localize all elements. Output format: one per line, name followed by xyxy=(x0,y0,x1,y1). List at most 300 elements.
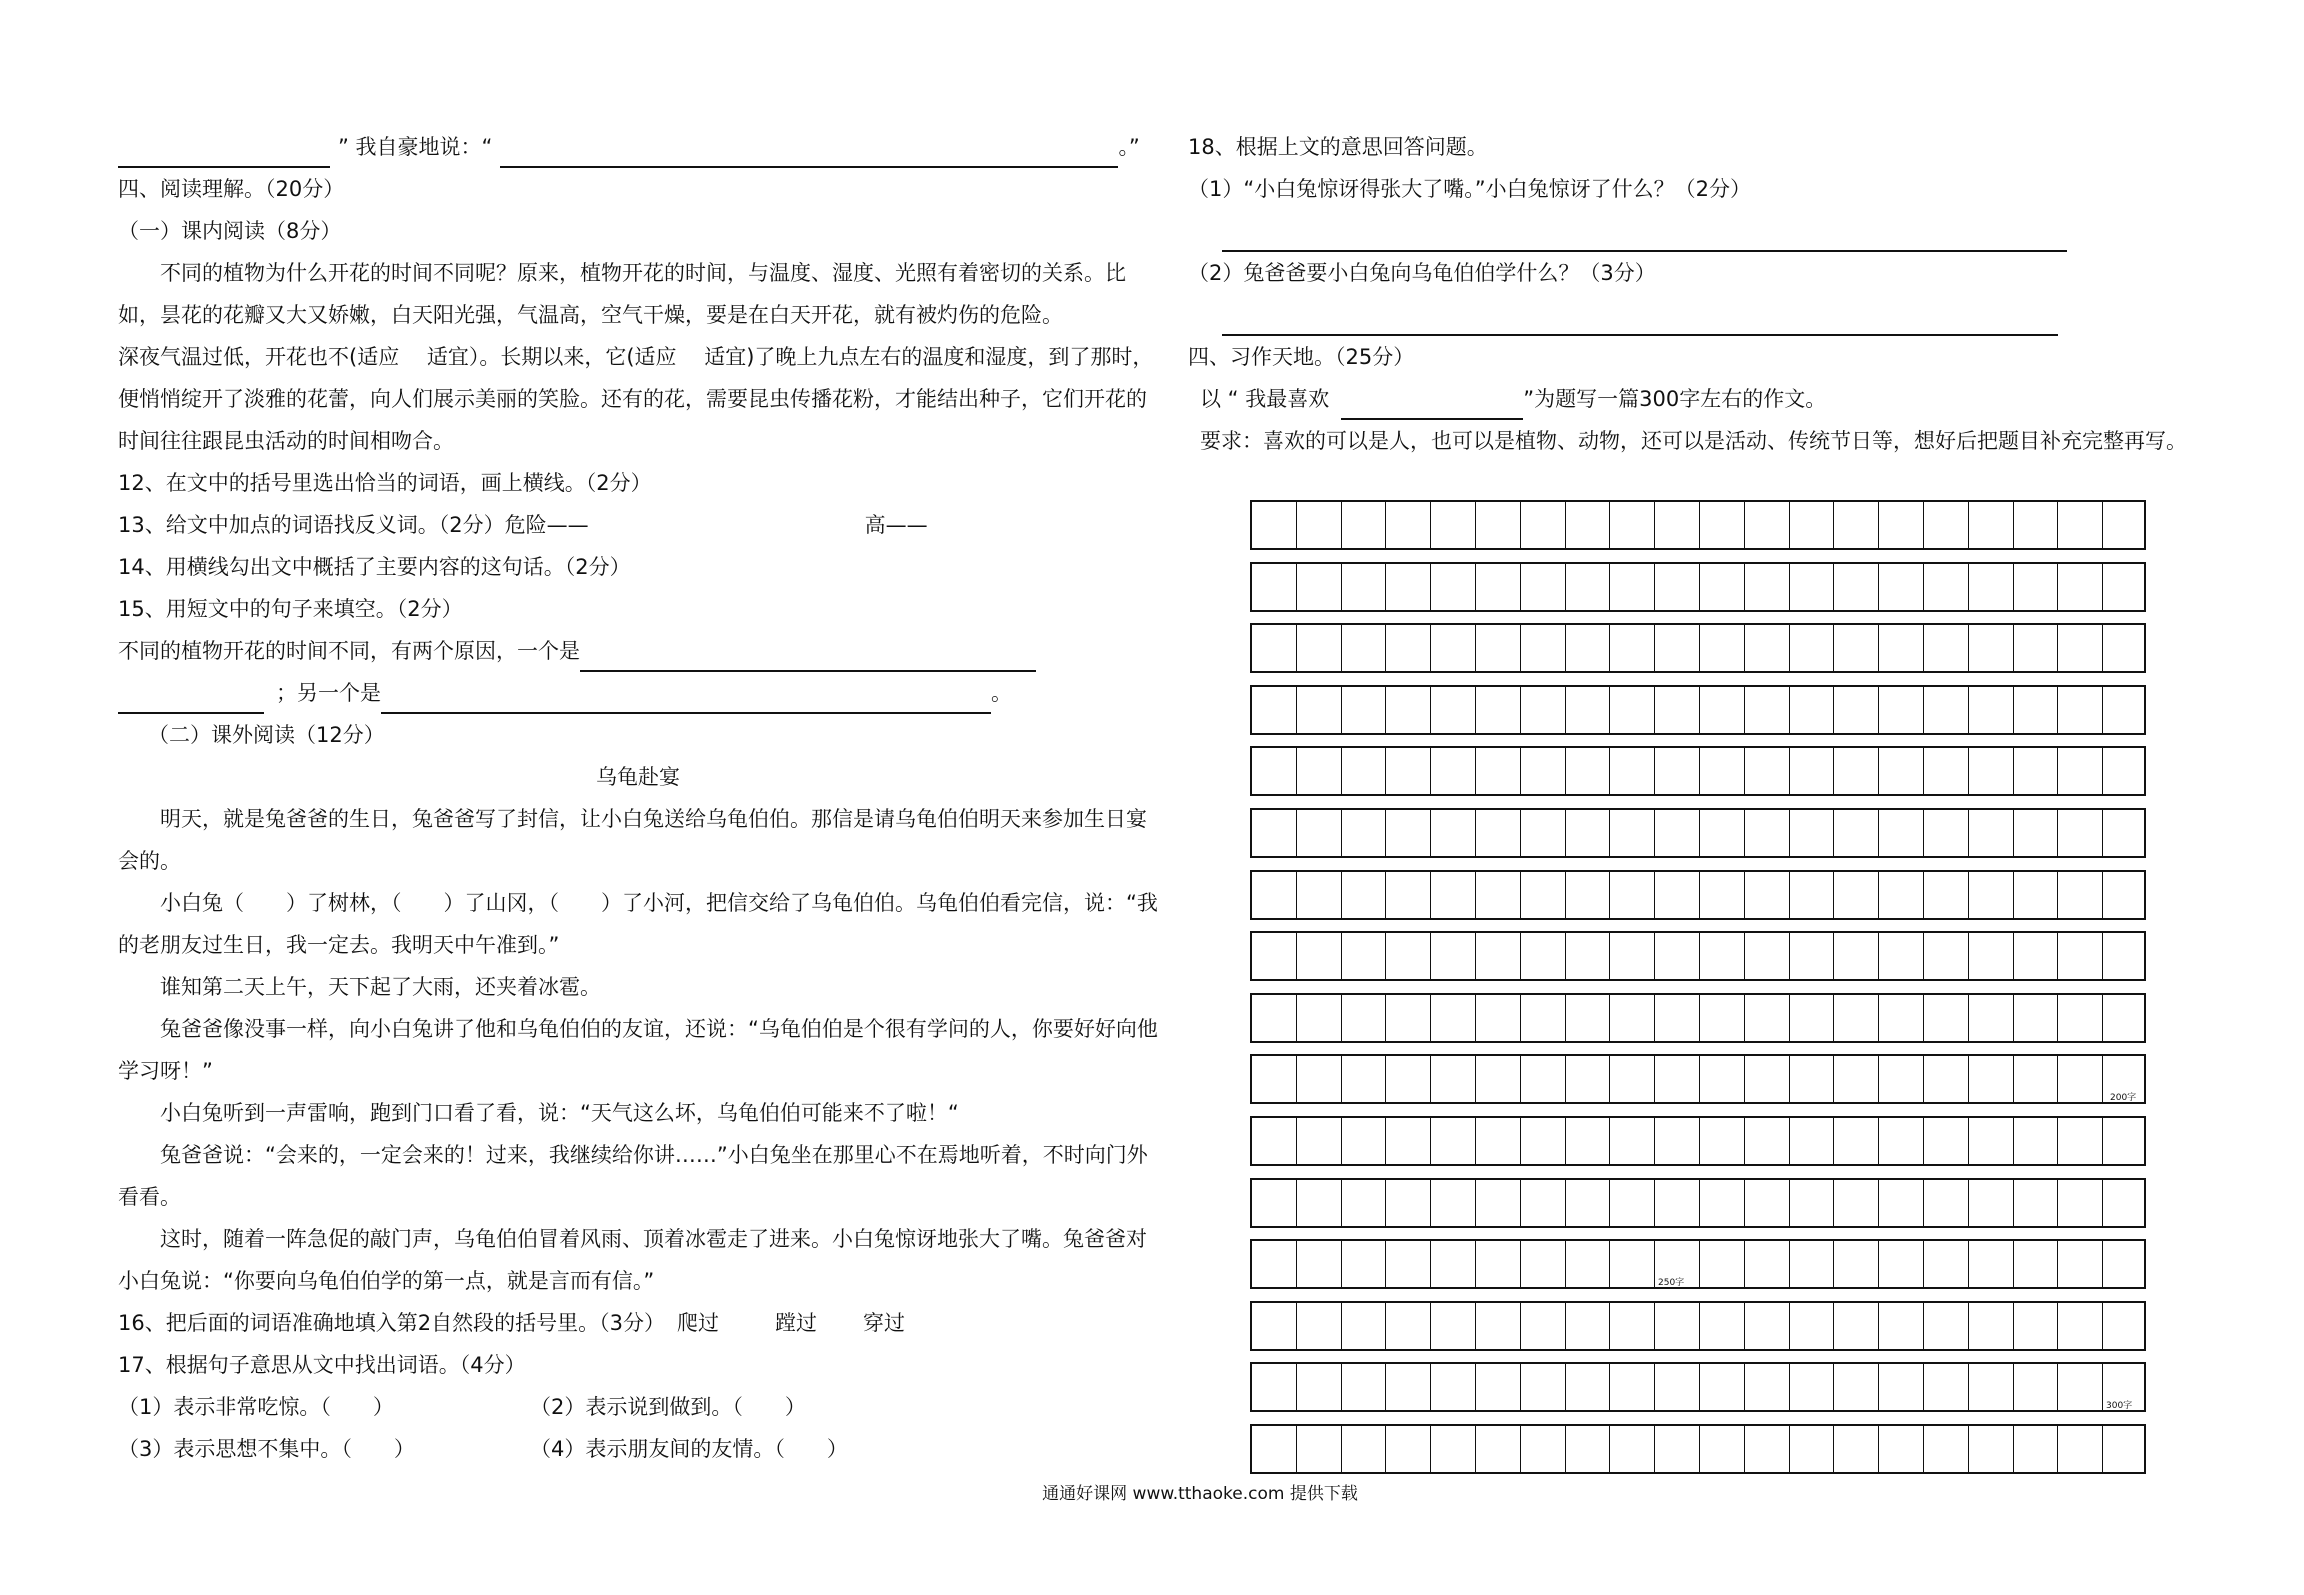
grid-cell[interactable] xyxy=(1252,1118,1297,1164)
answer-blank[interactable] xyxy=(381,686,991,714)
grid-cell[interactable] xyxy=(1700,1364,1745,1410)
grid-cell[interactable] xyxy=(2058,1364,2103,1410)
grid-cell[interactable] xyxy=(1610,564,1655,610)
grid-cell[interactable] xyxy=(1790,995,1835,1041)
grid-cell[interactable] xyxy=(1566,748,1611,794)
grid-cell[interactable] xyxy=(1521,995,1566,1041)
grid-cell[interactable] xyxy=(1566,1180,1611,1226)
grid-cell[interactable] xyxy=(1924,564,1969,610)
grid-cell[interactable] xyxy=(1879,1056,1924,1102)
grid-cell[interactable] xyxy=(1521,502,1566,548)
grid-cell[interactable] xyxy=(1297,1056,1342,1102)
grid-cell[interactable] xyxy=(1521,687,1566,733)
grid-cell[interactable] xyxy=(1431,625,1476,671)
grid-cell[interactable] xyxy=(1969,1303,2014,1349)
grid-cell[interactable] xyxy=(1342,995,1387,1041)
grid-cell[interactable] xyxy=(1431,872,1476,918)
grid-cell[interactable] xyxy=(1924,1426,1969,1472)
grid-cell[interactable] xyxy=(1342,872,1387,918)
grid-cell[interactable] xyxy=(1700,1056,1745,1102)
grid-cell[interactable] xyxy=(1834,1426,1879,1472)
grid-cell[interactable] xyxy=(1431,1118,1476,1164)
grid-cell[interactable] xyxy=(1521,748,1566,794)
grid-cell[interactable] xyxy=(2058,1056,2103,1102)
grid-cell[interactable] xyxy=(1521,1056,1566,1102)
grid-cell[interactable] xyxy=(1700,687,1745,733)
grid-cell[interactable] xyxy=(1834,502,1879,548)
grid-cell[interactable] xyxy=(1879,1118,1924,1164)
grid-cell[interactable] xyxy=(2058,995,2103,1041)
grid-cell[interactable] xyxy=(1521,1241,1566,1287)
grid-cell[interactable] xyxy=(1834,872,1879,918)
grid-cell[interactable] xyxy=(1879,810,1924,856)
grid-cell[interactable] xyxy=(2058,687,2103,733)
grid-cell[interactable] xyxy=(1297,872,1342,918)
grid-cell[interactable] xyxy=(1566,625,1611,671)
grid-cell[interactable] xyxy=(2058,564,2103,610)
grid-cell[interactable] xyxy=(2014,1118,2059,1164)
grid-cell[interactable] xyxy=(1969,995,2014,1041)
grid-cell[interactable] xyxy=(1476,933,1521,979)
grid-cell[interactable] xyxy=(1924,1056,1969,1102)
grid-cell[interactable] xyxy=(1790,1241,1835,1287)
grid-cell[interactable] xyxy=(1297,687,1342,733)
grid-cell[interactable] xyxy=(1655,933,1700,979)
grid-cell[interactable] xyxy=(1297,1426,1342,1472)
grid-cell[interactable] xyxy=(1700,1303,1745,1349)
grid-cell[interactable] xyxy=(1969,933,2014,979)
grid-cell[interactable] xyxy=(1834,625,1879,671)
grid-cell[interactable] xyxy=(1610,933,1655,979)
grid-cell[interactable] xyxy=(1476,810,1521,856)
grid-cell[interactable] xyxy=(1969,872,2014,918)
grid-cell[interactable] xyxy=(1297,810,1342,856)
grid-cell[interactable] xyxy=(1969,810,2014,856)
grid-cell[interactable] xyxy=(1610,995,1655,1041)
grid-cell[interactable] xyxy=(1610,687,1655,733)
grid-cell[interactable] xyxy=(1745,1426,1790,1472)
grid-cell[interactable] xyxy=(1386,564,1431,610)
grid-cell[interactable] xyxy=(1431,1241,1476,1287)
grid-cell[interactable] xyxy=(1879,995,1924,1041)
grid-cell[interactable] xyxy=(1431,1056,1476,1102)
grid-cell[interactable] xyxy=(1342,564,1387,610)
grid-cell[interactable] xyxy=(2058,1241,2103,1287)
grid-cell[interactable] xyxy=(1655,502,1700,548)
grid-cell[interactable] xyxy=(2014,502,2059,548)
grid-cell[interactable] xyxy=(1342,933,1387,979)
grid-cell[interactable] xyxy=(1700,872,1745,918)
grid-cell[interactable] xyxy=(2058,810,2103,856)
grid-cell[interactable] xyxy=(1924,625,1969,671)
grid-cell[interactable] xyxy=(1834,1180,1879,1226)
grid-cell[interactable] xyxy=(1476,1241,1521,1287)
grid-cell[interactable] xyxy=(1655,564,1700,610)
grid-cell[interactable] xyxy=(2014,564,2059,610)
grid-cell[interactable] xyxy=(1252,1303,1297,1349)
grid-cell[interactable] xyxy=(1745,872,1790,918)
grid-cell[interactable] xyxy=(1431,748,1476,794)
grid-cell[interactable] xyxy=(1790,933,1835,979)
grid-cell[interactable] xyxy=(1700,502,1745,548)
grid-cell[interactable] xyxy=(2058,872,2103,918)
grid-cell[interactable] xyxy=(1969,1056,2014,1102)
grid-cell[interactable] xyxy=(1610,502,1655,548)
grid-cell[interactable] xyxy=(1879,502,1924,548)
grid-cell[interactable] xyxy=(1386,1426,1431,1472)
grid-cell[interactable] xyxy=(1745,933,1790,979)
grid-cell[interactable] xyxy=(1969,564,2014,610)
grid-cell[interactable] xyxy=(1655,748,1700,794)
grid-cell[interactable] xyxy=(1476,872,1521,918)
grid-cell[interactable] xyxy=(1834,995,1879,1041)
grid-cell[interactable] xyxy=(1297,1303,1342,1349)
grid-cell[interactable] xyxy=(1386,502,1431,548)
grid-cell[interactable] xyxy=(1297,625,1342,671)
grid-cell[interactable] xyxy=(1879,1303,1924,1349)
grid-cell[interactable] xyxy=(1969,502,2014,548)
grid-cell[interactable] xyxy=(2058,1118,2103,1164)
grid-cell[interactable] xyxy=(1431,995,1476,1041)
grid-cell[interactable] xyxy=(1969,1180,2014,1226)
grid-cell[interactable] xyxy=(1252,564,1297,610)
grid-cell[interactable] xyxy=(1879,687,1924,733)
grid-cell[interactable] xyxy=(1431,1180,1476,1226)
answer-line[interactable] xyxy=(1222,224,2067,252)
grid-cell[interactable] xyxy=(1521,1118,1566,1164)
grid-cell[interactable] xyxy=(1745,1303,1790,1349)
grid-cell[interactable] xyxy=(1745,502,1790,548)
grid-cell[interactable] xyxy=(1431,810,1476,856)
grid-cell[interactable] xyxy=(1297,1364,1342,1410)
grid-cell[interactable] xyxy=(1476,1180,1521,1226)
grid-cell[interactable] xyxy=(1655,995,1700,1041)
grid-cell[interactable] xyxy=(1700,1118,1745,1164)
grid-cell[interactable] xyxy=(1386,1364,1431,1410)
grid-cell[interactable] xyxy=(1610,748,1655,794)
grid-cell[interactable] xyxy=(1252,748,1297,794)
grid-cell[interactable] xyxy=(1879,1241,1924,1287)
grid-cell[interactable] xyxy=(1610,1180,1655,1226)
grid-cell[interactable] xyxy=(1342,1241,1387,1287)
grid-cell[interactable] xyxy=(1297,1118,1342,1164)
grid-cell[interactable] xyxy=(1969,748,2014,794)
grid-cell[interactable] xyxy=(1879,748,1924,794)
grid-cell[interactable] xyxy=(2014,1180,2059,1226)
grid-cell[interactable] xyxy=(1476,1426,1521,1472)
grid-cell[interactable] xyxy=(1924,1241,1969,1287)
grid-cell[interactable] xyxy=(1879,1180,1924,1226)
grid-cell[interactable] xyxy=(1386,1241,1431,1287)
grid-cell[interactable] xyxy=(1879,933,1924,979)
grid-cell[interactable] xyxy=(1342,1056,1387,1102)
grid-cell[interactable] xyxy=(1386,625,1431,671)
grid-cell[interactable] xyxy=(1566,564,1611,610)
grid-cell[interactable] xyxy=(1342,502,1387,548)
grid-cell[interactable] xyxy=(1610,1303,1655,1349)
grid-cell[interactable] xyxy=(1431,933,1476,979)
grid-cell[interactable] xyxy=(1610,1056,1655,1102)
grid-cell[interactable] xyxy=(1790,687,1835,733)
grid-cell[interactable] xyxy=(1252,625,1297,671)
title-blank[interactable] xyxy=(1341,392,1523,420)
grid-cell[interactable] xyxy=(1476,1364,1521,1410)
grid-cell[interactable] xyxy=(1745,1118,1790,1164)
grid-cell[interactable] xyxy=(1342,625,1387,671)
grid-cell[interactable] xyxy=(1566,1118,1611,1164)
grid-cell[interactable] xyxy=(1476,1056,1521,1102)
grid-cell[interactable] xyxy=(1566,1241,1611,1287)
grid-cell[interactable] xyxy=(2014,933,2059,979)
grid-cell[interactable] xyxy=(1252,1426,1297,1472)
grid-cell[interactable] xyxy=(1431,1426,1476,1472)
grid-cell[interactable] xyxy=(1879,564,1924,610)
grid-cell[interactable] xyxy=(1476,1118,1521,1164)
grid-cell[interactable] xyxy=(1655,1364,1700,1410)
grid-cell[interactable] xyxy=(1700,564,1745,610)
grid-cell[interactable] xyxy=(1610,1426,1655,1472)
grid-cell[interactable] xyxy=(1297,995,1342,1041)
grid-cell[interactable] xyxy=(1610,625,1655,671)
grid-cell[interactable] xyxy=(1431,1303,1476,1349)
grid-cell[interactable] xyxy=(1386,748,1431,794)
grid-cell[interactable] xyxy=(1252,933,1297,979)
grid-cell[interactable] xyxy=(1969,1426,2014,1472)
grid-cell[interactable] xyxy=(2058,1180,2103,1226)
grid-cell[interactable] xyxy=(1252,687,1297,733)
grid-cell[interactable] xyxy=(1342,1180,1387,1226)
grid-cell[interactable] xyxy=(1252,810,1297,856)
grid-cell[interactable] xyxy=(2014,1056,2059,1102)
grid-cell[interactable] xyxy=(1834,564,1879,610)
grid-cell[interactable] xyxy=(1252,1180,1297,1226)
grid-cell[interactable] xyxy=(1297,502,1342,548)
grid-cell[interactable] xyxy=(1476,502,1521,548)
grid-cell[interactable] xyxy=(1969,1241,2014,1287)
grid-cell[interactable] xyxy=(1790,1303,1835,1349)
grid-cell[interactable] xyxy=(1297,564,1342,610)
grid-cell[interactable] xyxy=(1745,625,1790,671)
grid-cell[interactable] xyxy=(1566,995,1611,1041)
answer-blank[interactable] xyxy=(580,644,1036,672)
grid-cell[interactable] xyxy=(1566,1056,1611,1102)
grid-cell[interactable] xyxy=(1252,995,1297,1041)
grid-cell[interactable] xyxy=(1342,1426,1387,1472)
grid-cell[interactable] xyxy=(1969,687,2014,733)
grid-cell[interactable] xyxy=(1924,1118,1969,1164)
grid-cell[interactable] xyxy=(1745,1056,1790,1102)
grid-cell[interactable] xyxy=(1252,502,1297,548)
grid-cell[interactable] xyxy=(1610,872,1655,918)
grid-cell[interactable] xyxy=(1924,933,1969,979)
grid-cell[interactable] xyxy=(1521,872,1566,918)
grid-cell[interactable] xyxy=(1790,625,1835,671)
grid-cell[interactable] xyxy=(1745,995,1790,1041)
grid-cell[interactable] xyxy=(1700,810,1745,856)
grid-cell[interactable] xyxy=(1879,1364,1924,1410)
grid-cell[interactable] xyxy=(1790,1118,1835,1164)
grid-cell[interactable] xyxy=(2014,687,2059,733)
grid-cell[interactable] xyxy=(1879,872,1924,918)
grid-cell[interactable] xyxy=(2014,625,2059,671)
grid-cell[interactable] xyxy=(2014,872,2059,918)
grid-cell[interactable] xyxy=(1655,1303,1700,1349)
grid-cell[interactable] xyxy=(1431,687,1476,733)
grid-cell[interactable] xyxy=(1610,1241,1655,1287)
grid-cell[interactable] xyxy=(2058,502,2103,548)
grid-cell[interactable] xyxy=(1790,1426,1835,1472)
grid-cell[interactable] xyxy=(1834,810,1879,856)
composition-grid[interactable] xyxy=(1250,500,2146,1476)
grid-cell[interactable] xyxy=(1790,1056,1835,1102)
grid-cell[interactable] xyxy=(1386,933,1431,979)
grid-cell[interactable] xyxy=(1342,687,1387,733)
grid-cell[interactable] xyxy=(1834,687,1879,733)
grid-cell[interactable] xyxy=(1566,502,1611,548)
grid-cell[interactable] xyxy=(2014,1364,2059,1410)
grid-cell[interactable] xyxy=(1655,1426,1700,1472)
grid-cell[interactable] xyxy=(1834,1303,1879,1349)
grid-cell[interactable] xyxy=(1566,810,1611,856)
grid-cell[interactable] xyxy=(1924,1180,1969,1226)
grid-cell[interactable] xyxy=(1790,810,1835,856)
grid-cell[interactable] xyxy=(1655,625,1700,671)
grid-cell[interactable] xyxy=(1297,1180,1342,1226)
grid-cell[interactable] xyxy=(1834,1118,1879,1164)
grid-cell[interactable] xyxy=(1790,502,1835,548)
grid-cell[interactable] xyxy=(1700,748,1745,794)
grid-cell[interactable] xyxy=(1924,872,1969,918)
grid-cell[interactable] xyxy=(1476,995,1521,1041)
grid-cell[interactable] xyxy=(1431,1364,1476,1410)
grid-cell[interactable] xyxy=(1700,933,1745,979)
grid-cell[interactable] xyxy=(1924,748,1969,794)
grid-cell[interactable] xyxy=(1879,1426,1924,1472)
grid-cell[interactable] xyxy=(2058,625,2103,671)
grid-cell[interactable] xyxy=(1476,625,1521,671)
grid-cell[interactable] xyxy=(1924,810,1969,856)
grid-cell[interactable] xyxy=(1566,933,1611,979)
grid-cell[interactable] xyxy=(1655,1118,1700,1164)
grid-cell[interactable] xyxy=(1521,1426,1566,1472)
grid-cell[interactable] xyxy=(1386,872,1431,918)
grid-cell[interactable] xyxy=(1342,1364,1387,1410)
grid-cell[interactable] xyxy=(1655,687,1700,733)
grid-cell[interactable] xyxy=(1476,748,1521,794)
grid-cell[interactable] xyxy=(1566,1364,1611,1410)
grid-cell[interactable] xyxy=(1386,810,1431,856)
grid-cell[interactable] xyxy=(1745,1180,1790,1226)
grid-cell[interactable] xyxy=(1342,1118,1387,1164)
grid-cell[interactable] xyxy=(1924,687,1969,733)
grid-cell[interactable] xyxy=(1386,1303,1431,1349)
grid-cell[interactable] xyxy=(1790,564,1835,610)
grid-cell[interactable] xyxy=(1745,564,1790,610)
grid-cell[interactable] xyxy=(1252,1241,1297,1287)
grid-cell[interactable] xyxy=(1386,1056,1431,1102)
grid-cell[interactable] xyxy=(2014,1303,2059,1349)
grid-cell[interactable] xyxy=(1790,748,1835,794)
answer-line[interactable] xyxy=(1222,308,2058,336)
grid-cell[interactable] xyxy=(2014,1426,2059,1472)
grid-cell[interactable] xyxy=(1700,1241,1745,1287)
grid-cell[interactable] xyxy=(1386,1180,1431,1226)
grid-cell[interactable] xyxy=(1655,810,1700,856)
grid-cell[interactable] xyxy=(1297,933,1342,979)
grid-cell[interactable] xyxy=(1342,810,1387,856)
grid-cell[interactable] xyxy=(1745,810,1790,856)
grid-cell[interactable] xyxy=(1297,748,1342,794)
answer-blank[interactable] xyxy=(118,140,330,168)
grid-cell[interactable] xyxy=(1566,872,1611,918)
grid-cell[interactable] xyxy=(1790,872,1835,918)
grid-cell[interactable] xyxy=(1834,748,1879,794)
grid-cell[interactable] xyxy=(1386,687,1431,733)
grid-cell[interactable] xyxy=(1655,872,1700,918)
grid-cell[interactable] xyxy=(1924,1364,1969,1410)
grid-cell[interactable] xyxy=(1342,748,1387,794)
grid-cell[interactable] xyxy=(1566,687,1611,733)
grid-cell[interactable] xyxy=(1342,1303,1387,1349)
grid-cell[interactable] xyxy=(1834,1056,1879,1102)
grid-cell[interactable] xyxy=(2058,933,2103,979)
grid-cell[interactable] xyxy=(1700,1426,1745,1472)
grid-cell[interactable] xyxy=(1745,748,1790,794)
grid-cell[interactable] xyxy=(2014,748,2059,794)
grid-cell[interactable] xyxy=(2058,1303,2103,1349)
grid-cell[interactable] xyxy=(1521,810,1566,856)
grid-cell[interactable] xyxy=(1252,1364,1297,1410)
grid-cell[interactable] xyxy=(1700,995,1745,1041)
grid-cell[interactable] xyxy=(2014,1241,2059,1287)
grid-cell[interactable] xyxy=(1834,1364,1879,1410)
grid-cell[interactable] xyxy=(1521,625,1566,671)
grid-cell[interactable] xyxy=(1610,1118,1655,1164)
grid-cell[interactable] xyxy=(1700,1180,1745,1226)
grid-cell[interactable] xyxy=(1476,687,1521,733)
grid-cell[interactable] xyxy=(1655,1180,1700,1226)
grid-cell[interactable] xyxy=(1566,1426,1611,1472)
grid-cell[interactable] xyxy=(1834,1241,1879,1287)
grid-cell[interactable] xyxy=(1521,933,1566,979)
grid-cell[interactable] xyxy=(1521,1364,1566,1410)
grid-cell[interactable] xyxy=(1431,564,1476,610)
grid-cell[interactable] xyxy=(1476,1303,1521,1349)
answer-blank[interactable] xyxy=(500,140,1118,168)
grid-cell[interactable] xyxy=(1655,1056,1700,1102)
grid-cell[interactable] xyxy=(1252,1056,1297,1102)
grid-cell[interactable] xyxy=(1969,1118,2014,1164)
grid-cell[interactable] xyxy=(1745,687,1790,733)
grid-cell[interactable] xyxy=(1476,564,1521,610)
grid-cell[interactable] xyxy=(1431,502,1476,548)
grid-cell[interactable] xyxy=(1386,1118,1431,1164)
grid-cell[interactable] xyxy=(1924,995,1969,1041)
grid-cell[interactable] xyxy=(1969,1364,2014,1410)
grid-cell[interactable] xyxy=(1297,1241,1342,1287)
grid-cell[interactable] xyxy=(1924,502,1969,548)
grid-cell[interactable] xyxy=(2058,748,2103,794)
answer-blank[interactable] xyxy=(118,686,264,714)
grid-cell[interactable] xyxy=(1969,625,2014,671)
grid-cell[interactable] xyxy=(1790,1364,1835,1410)
grid-cell[interactable] xyxy=(1521,1303,1566,1349)
grid-cell[interactable] xyxy=(1521,564,1566,610)
grid-cell[interactable] xyxy=(2014,810,2059,856)
grid-cell[interactable] xyxy=(1252,872,1297,918)
grid-cell[interactable] xyxy=(1745,1241,1790,1287)
grid-cell[interactable] xyxy=(1834,933,1879,979)
